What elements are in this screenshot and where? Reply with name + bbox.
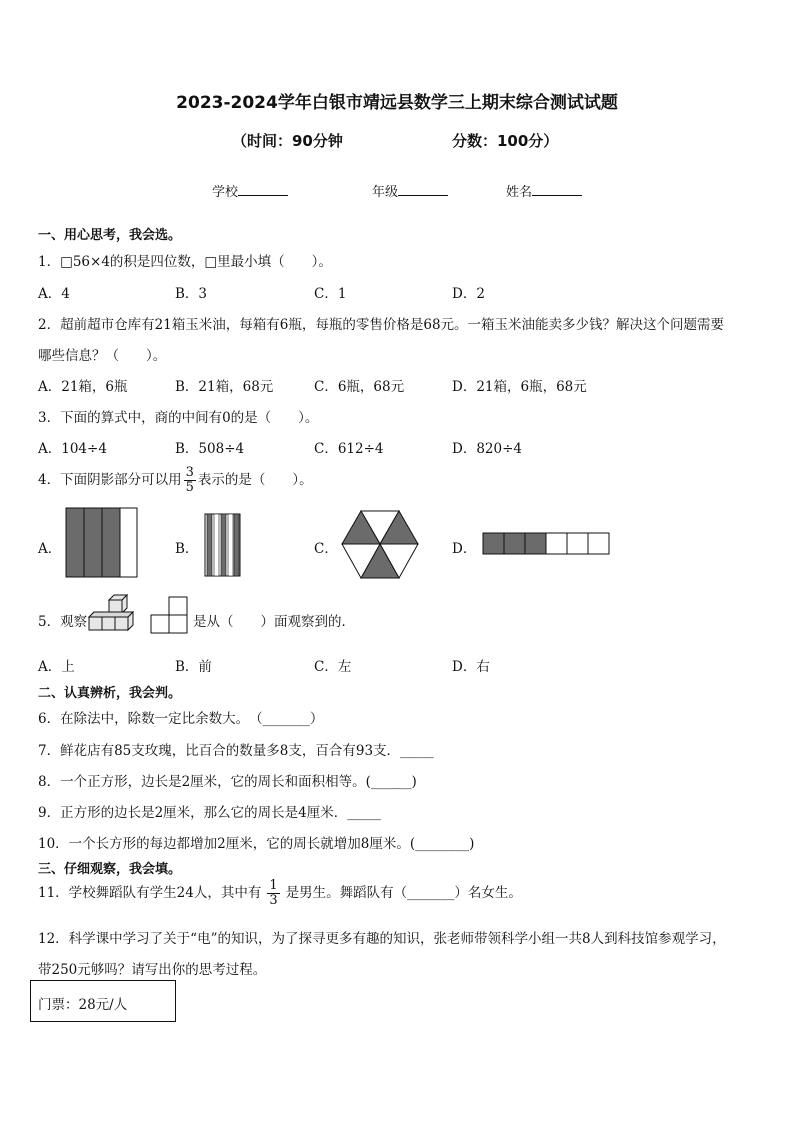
exam-time: （时间：90分钟 <box>232 132 343 150</box>
question-12-line-2: 带250元够吗？请写出你的思考过程。 <box>38 962 267 978</box>
cube-stack-figure <box>89 594 145 636</box>
q5-option-b: B．前 <box>175 659 212 675</box>
question-12-line-1: 12．科学课中学习了关于“电”的知识，为了探寻更多有趣的知识，张老师带领科学小组一共8人到科技馆参观学习， <box>38 931 726 947</box>
question-5-suffix: 是从（ ）面观察到的． <box>193 614 355 630</box>
question-6: 6．在除法中，除数一定比余数大。 （_______） <box>38 711 324 727</box>
section-heading-choice: 一、用心思考，我会选。 <box>38 228 182 243</box>
q1-option-b: B．3 <box>175 286 208 302</box>
fraction-three-fifths: $\frac{3}{5}$ <box>185 465 194 495</box>
exam-score: 分数：100分） <box>452 132 559 150</box>
q5-option-c: C．左 <box>314 659 352 675</box>
q1-option-d: D．2 <box>452 286 485 302</box>
page-title: 2023-2024学年白银市靖远县数学三上期末综合测试试题 <box>176 93 618 113</box>
school-field: 学校 <box>212 181 288 200</box>
q3-option-c: C．612÷4 <box>314 441 384 457</box>
figure-a-rectangle <box>66 508 138 578</box>
question-10: 10．一个长方形的每边都增加2厘米，它的周长就增加8厘米。(________) <box>38 836 475 852</box>
q4-option-a: A． <box>38 541 62 557</box>
ticket-price-text: 门票：28元/人 <box>38 997 128 1013</box>
q3-option-a: A．104÷4 <box>38 441 107 457</box>
question-9: 9．正方形的边长是2厘米，那么它的周长是4厘米．_____ <box>38 805 382 821</box>
figure-c-hexagon <box>341 510 419 580</box>
section-heading-fill: 三、仔细观察，我会填。 <box>38 862 182 877</box>
question-3: 3．下面的算式中，商的中间有0的是（ ）。 <box>38 410 319 426</box>
q4-option-b: B． <box>175 541 199 557</box>
q1-option-a: A．4 <box>38 286 70 302</box>
figure-d-bar <box>483 533 613 555</box>
question-8: 8．一个正方形，边长是2厘米，它的周长和面积相等。(______) <box>38 774 417 790</box>
q3-option-d: D．820÷4 <box>452 441 522 457</box>
q4-option-c: C． <box>314 541 338 557</box>
q4-option-d: D． <box>452 541 477 557</box>
fraction-one-third: $\frac{1}{3}$ <box>269 878 278 908</box>
question-11: 11．学校舞蹈队有学生24人，其中有 $\frac{1}{3}$ 是男生。舞蹈队有（_______）名女生。 <box>38 878 522 908</box>
question-4: 4．下面阴影部分可以用 $\frac{3}{5}$ 表示的是（ ）。 <box>38 465 313 495</box>
view-figure <box>151 597 193 635</box>
q2-option-a: A．21箱，6瓶 <box>38 379 128 395</box>
question-5-prefix: 5．观察 <box>38 614 88 630</box>
ticket-price-box <box>30 980 176 1022</box>
q5-option-d: D．右 <box>452 659 490 675</box>
q3-option-b: B．508÷4 <box>175 441 245 457</box>
q2-option-b: B．21箱，68元 <box>175 379 274 395</box>
question-2-line-1: 2．超前超市仓库有21箱玉米油，每箱有6瓶，每瓶的零售价格是68元。一箱玉米油能卖多少钱？解决这个问题需要 <box>38 317 725 333</box>
q5-option-a: A．上 <box>38 659 75 675</box>
question-7: 7．鲜花店有85支玫瑰，比百合的数量多8支，百合有93支．_____ <box>38 743 434 759</box>
q2-option-c: C．6瓶，68元 <box>314 379 405 395</box>
q1-option-c: C．1 <box>314 286 347 302</box>
q2-option-d: D．21箱，6瓶，68元 <box>452 379 587 395</box>
name-field: 姓名 <box>506 181 582 200</box>
figure-b-stripes <box>205 514 241 577</box>
question-2-line-2: 哪些信息？（ ）。 <box>38 348 167 364</box>
grade-field: 年级 <box>372 181 448 200</box>
question-1: 1．□56×4的积是四位数，□里最小填（ ）。 <box>38 254 332 270</box>
section-heading-judge: 二、认真辨析，我会判。 <box>38 686 182 701</box>
